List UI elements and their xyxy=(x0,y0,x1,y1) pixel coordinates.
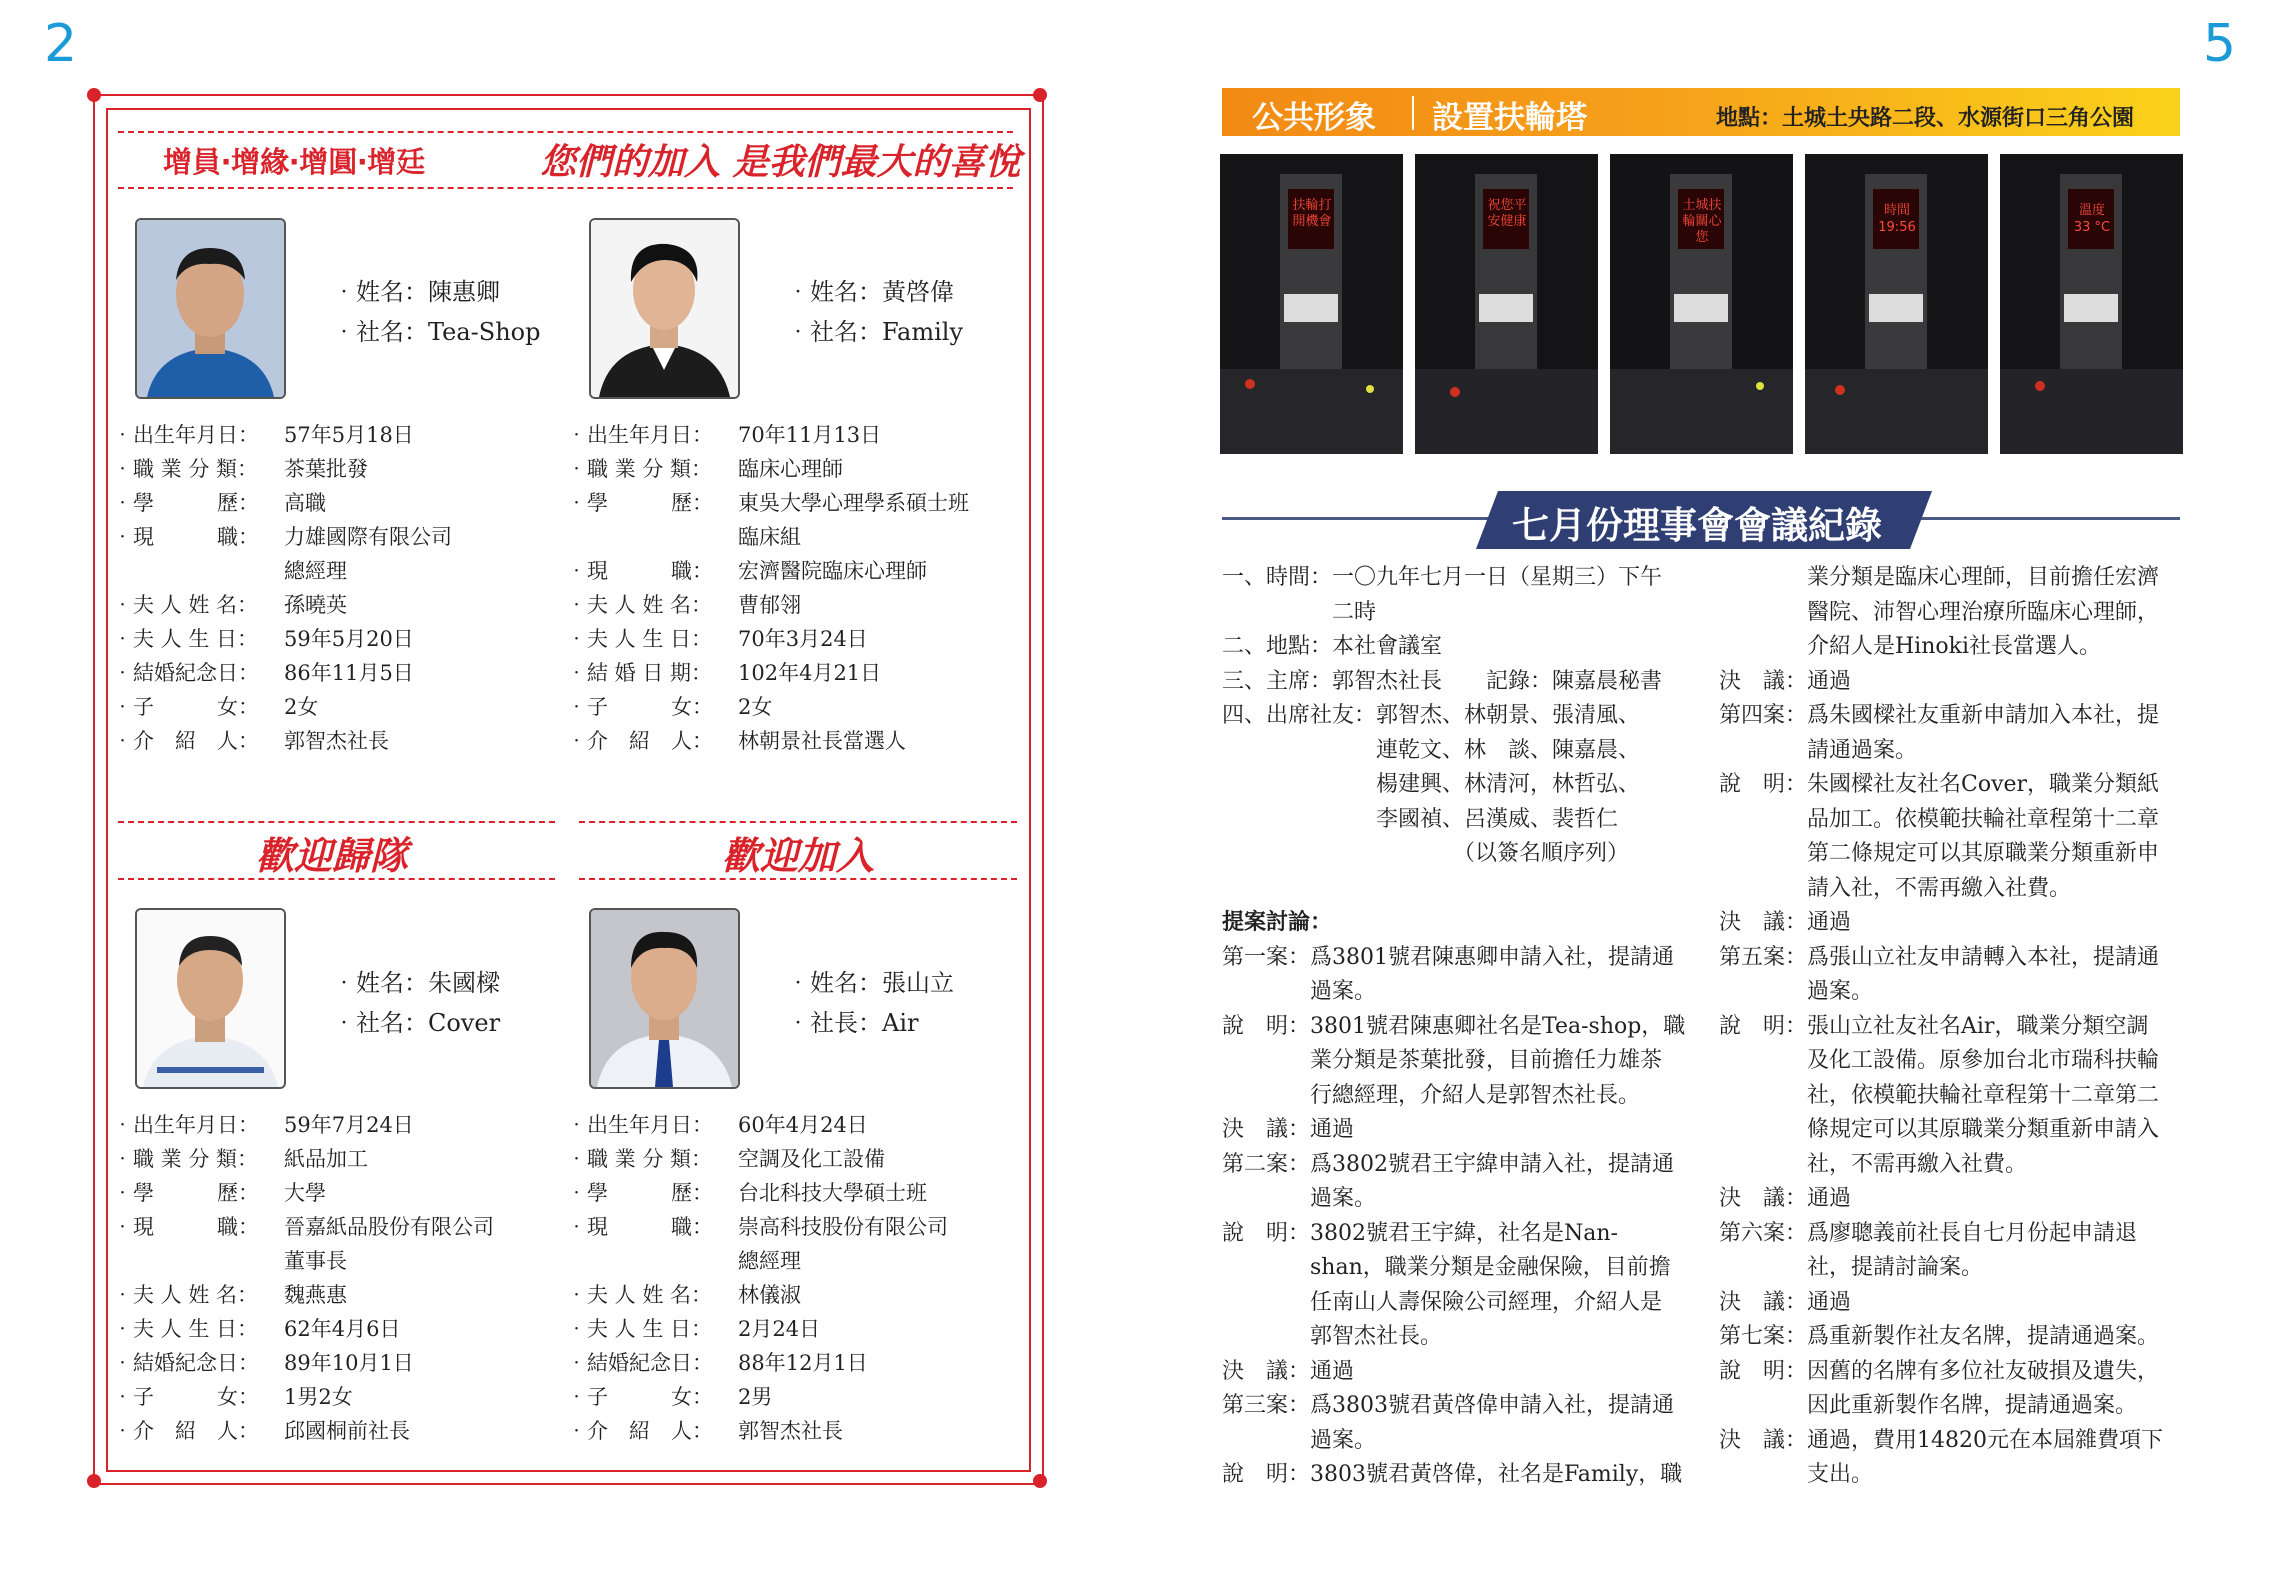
detail-value: 晉嘉紙品股份有限公司 xyxy=(284,1215,494,1239)
detail-value: 臨床組 xyxy=(738,525,801,549)
detail-value: 空調及化工設備 xyxy=(738,1147,885,1171)
detail-value: 2女 xyxy=(284,695,319,719)
minutes-line: 三、主席：郭智杰社長 記錄：陳嘉晨秘書 xyxy=(1222,668,1663,694)
detail-label: ‧夫 人 生 日： xyxy=(112,627,259,651)
minutes-line: 品加工。依模範扶輪社章程第十二章 xyxy=(1719,806,2160,832)
detail-label: ‧學 歷： xyxy=(566,491,713,515)
detail-label: ‧出生年月日： xyxy=(112,423,259,447)
minutes-line: 及化工設備。原參加台北市瑞科扶輪 xyxy=(1719,1048,2160,1073)
detail-value: 高職 xyxy=(284,491,326,515)
member-photo xyxy=(589,218,740,399)
member-detail-row xyxy=(112,656,452,690)
minutes-line: 社，依模範扶輪社章程第十二章第二 xyxy=(1719,1082,2160,1108)
minutes-line: 二、地點：本社會議室 xyxy=(1222,634,1443,659)
member-detail-row xyxy=(566,520,969,554)
member-detail-row xyxy=(112,520,452,554)
member-detail-row xyxy=(112,1108,494,1142)
member-detail-row xyxy=(566,452,969,486)
detail-value: 2月24日 xyxy=(738,1317,821,1341)
minutes-line: 過案。 xyxy=(1719,979,1874,1004)
detail-value: 曹郁翎 xyxy=(738,593,801,617)
minutes-line: 決 議：通過 xyxy=(1719,910,1852,935)
tower-photo xyxy=(1220,154,1403,454)
minutes-line: 第五案：爲張山立社友申請轉入本社，提請通 xyxy=(1719,944,2160,970)
tower-photo xyxy=(2000,154,2183,454)
member-photo xyxy=(135,218,286,399)
member-detail-row xyxy=(566,1176,948,1210)
member-detail-row xyxy=(566,418,969,452)
detail-label: ‧夫 人 生 日： xyxy=(566,1317,713,1341)
minutes-line: 決 議：通過 xyxy=(1222,1358,1355,1384)
minutes-line: 社，提請討論案。 xyxy=(1719,1255,1984,1280)
minutes-line: 說 明：張山立社友社名Air，職業分類空調 xyxy=(1719,1013,2149,1039)
detail-value: 1男2女 xyxy=(284,1385,353,1409)
banner-title: 您們的加入 是我們最大的喜悅 xyxy=(540,142,1021,183)
header-location: 地點：土城土央路二段、水源街口三角公園 xyxy=(1716,106,2135,131)
minutes-line: 第六案：爲廖聰義前社長自七月份起申請退 xyxy=(1719,1220,2138,1246)
detail-label: ‧介 紹 人： xyxy=(112,729,259,753)
minutes-line: 說 明：朱國樑社友社名Cover，職業分類紙 xyxy=(1719,772,2160,797)
detail-label: ‧職 業 分 類： xyxy=(566,457,713,481)
member-club-name: ‧社名：Tea-Shop xyxy=(332,318,541,346)
minutes-line: 過案。 xyxy=(1222,1427,1377,1453)
detail-value: 102年4月21日 xyxy=(738,661,882,685)
minutes-line: 決 議：通過 xyxy=(1719,1289,1852,1315)
member-detail-row xyxy=(112,1244,494,1278)
detail-label: ‧出生年月日： xyxy=(566,1113,713,1137)
member-club-name: ‧社名：Cover xyxy=(332,1009,501,1037)
detail-value: 臨床心理師 xyxy=(738,457,843,481)
minutes-line: 行總經理，介紹人是郭智杰社長。 xyxy=(1222,1082,1641,1108)
tower-sign-text: 祝您平安健康 xyxy=(1487,198,1527,229)
section-dash xyxy=(118,821,555,823)
detail-value: 紙品加工 xyxy=(284,1147,368,1171)
section-welcome-back: 歡迎歸隊 xyxy=(256,834,409,878)
member-detail-row xyxy=(566,486,969,520)
member-detail-row xyxy=(566,1278,948,1312)
minutes-line: 業分類是茶葉批發，目前擔任力雄茶 xyxy=(1222,1048,1663,1073)
member-detail-row xyxy=(566,588,969,622)
minutes-line: 決 議：通過 xyxy=(1719,668,1852,694)
member-detail-row xyxy=(566,690,969,724)
detail-value: 59年5月20日 xyxy=(284,627,414,651)
minutes-line xyxy=(1222,872,1685,907)
minutes-left-column xyxy=(1222,561,1685,1493)
banner-dash-bottom xyxy=(118,187,1013,189)
detail-value: 林儀淑 xyxy=(738,1283,801,1307)
minutes-line: 第七案：爲重新製作社友名牌，提請通過案。 xyxy=(1719,1324,2160,1349)
detail-label: ‧介 紹 人： xyxy=(112,1419,259,1443)
member-detail-row xyxy=(566,622,969,656)
detail-label: ‧出生年月日： xyxy=(566,423,713,447)
member-details xyxy=(566,418,969,758)
tower-sign-text: 溫度 33 °C xyxy=(2073,203,2111,235)
minutes-line: 社，不需再繳入社費。 xyxy=(1719,1151,2028,1177)
detail-label: ‧結婚紀念日： xyxy=(112,1351,259,1375)
detail-label: ‧夫 人 姓 名： xyxy=(112,1283,259,1307)
member-detail-row xyxy=(112,418,452,452)
detail-label: ‧介 紹 人： xyxy=(566,1419,713,1443)
detail-value: 孫曉英 xyxy=(284,593,347,617)
detail-label: ‧學 歷： xyxy=(112,1181,259,1205)
detail-value: 東吳大學心理學系碩士班 xyxy=(738,491,969,515)
detail-label: ‧結婚紀念日： xyxy=(112,661,259,685)
member-details xyxy=(566,1108,948,1448)
minutes-line: 第二條規定可以其原職業分類重新申 xyxy=(1719,841,2160,866)
detail-value: 2女 xyxy=(738,695,773,719)
detail-value: 總經理 xyxy=(284,559,347,583)
detail-value: 茶葉批發 xyxy=(284,457,368,481)
minutes-line: 決 議：通過 xyxy=(1719,1186,1852,1211)
detail-value: 郭智杰社長 xyxy=(284,729,389,753)
member-detail-row xyxy=(566,1244,948,1278)
minutes-line: 決 議：通過，費用14820元在本屆雜費項下 xyxy=(1719,1427,2163,1453)
member-detail-row xyxy=(112,1176,494,1210)
detail-value: 宏濟醫院臨床心理師 xyxy=(738,559,927,583)
minutes-line: 郭智杰社長。 xyxy=(1222,1324,1443,1349)
minutes-line: 介紹人是Hinoki社長當選人。 xyxy=(1719,634,2102,659)
detail-label: ‧夫 人 生 日： xyxy=(566,627,713,651)
tower-photo xyxy=(1610,154,1793,454)
minutes-line: 第三案：爲3803號君黃啓偉申請入社，提請通 xyxy=(1222,1393,1674,1418)
minutes-line: 過案。 xyxy=(1222,1186,1377,1211)
header-category: 公共形象 xyxy=(1252,100,1376,136)
detail-label: ‧現 職： xyxy=(566,1215,713,1239)
member-detail-row xyxy=(566,1108,948,1142)
section-dash xyxy=(579,821,1017,823)
member-name: ‧姓名：朱國樑 xyxy=(332,969,500,997)
minutes-line: 條規定可以其原職業分類重新申請入 xyxy=(1719,1117,2160,1142)
detail-value: 林朝景社長當選人 xyxy=(738,729,906,753)
member-detail-row xyxy=(112,1312,494,1346)
minutes-line: 支出。 xyxy=(1719,1462,1874,1487)
detail-label: ‧職 業 分 類： xyxy=(566,1147,713,1171)
detail-label: ‧學 歷： xyxy=(566,1181,713,1205)
detail-label: ‧夫 人 生 日： xyxy=(112,1317,259,1341)
header-title: 設置扶輪塔 xyxy=(1432,100,1587,136)
detail-label: ‧結婚紀念日： xyxy=(566,1351,713,1375)
member-detail-row xyxy=(112,1346,494,1380)
detail-value: 台北科技大學碩士班 xyxy=(738,1181,927,1205)
detail-value: 88年12月1日 xyxy=(738,1351,868,1375)
member-details xyxy=(112,418,452,758)
member-club-name: ‧社名：Family xyxy=(786,318,963,346)
detail-label xyxy=(112,1244,284,1278)
detail-label: ‧子 女： xyxy=(566,1385,713,1409)
detail-value: 總經理 xyxy=(738,1249,801,1273)
minutes-right-column xyxy=(1719,561,2163,1493)
detail-value: 力雄國際有限公司 xyxy=(284,525,452,549)
member-club-name: ‧社長：Air xyxy=(786,1009,919,1037)
minutes-line: 請通過案。 xyxy=(1719,737,1918,763)
member-detail-row xyxy=(112,486,452,520)
member-detail-row xyxy=(566,656,969,690)
minutes-line: 因此重新製作名牌，提請通過案。 xyxy=(1719,1393,2138,1418)
detail-label xyxy=(566,1244,738,1278)
tower-photo xyxy=(1805,154,1988,454)
detail-value: 59年7月24日 xyxy=(284,1113,414,1137)
detail-label: ‧子 女： xyxy=(112,695,259,719)
minutes-line: 說 明：因舊的名牌有多位社友破損及遺失， xyxy=(1719,1358,2160,1384)
detail-label: ‧介 紹 人： xyxy=(566,729,713,753)
minutes-line: shan，職業分類是金融保險，目前擔 xyxy=(1222,1255,1671,1280)
detail-label xyxy=(112,554,284,588)
member-detail-row xyxy=(112,1414,494,1448)
detail-label: ‧夫 人 姓 名： xyxy=(112,593,259,617)
meeting-title: 七月份理事會會議紀錄 xyxy=(1512,504,1882,547)
member-detail-row xyxy=(112,1210,494,1244)
tower-sign-text: 扶輪打開機會 xyxy=(1292,198,1332,229)
detail-value: 董事長 xyxy=(284,1249,347,1273)
frame-corner-dot xyxy=(87,88,101,102)
detail-label: ‧學 歷： xyxy=(112,491,259,515)
member-name: ‧姓名：黃啓偉 xyxy=(786,278,954,306)
member-detail-row xyxy=(112,452,452,486)
minutes-line: 醫院、沛智心理治療所臨床心理師， xyxy=(1719,599,2160,625)
detail-value: 崇高科技股份有限公司 xyxy=(738,1215,948,1239)
detail-label: ‧現 職： xyxy=(566,559,713,583)
member-detail-row xyxy=(566,1414,948,1448)
detail-value: 57年5月18日 xyxy=(284,423,414,447)
member-detail-row xyxy=(566,1380,948,1414)
detail-label: ‧夫 人 姓 名： xyxy=(566,593,713,617)
member-detail-row xyxy=(112,690,452,724)
detail-value: 70年11月13日 xyxy=(738,423,882,447)
detail-value: 89年10月1日 xyxy=(284,1351,414,1375)
detail-value: 大學 xyxy=(284,1181,326,1205)
member-detail-row xyxy=(112,1380,494,1414)
detail-label xyxy=(566,520,738,554)
member-detail-row xyxy=(566,1210,948,1244)
detail-label: ‧現 職： xyxy=(112,1215,259,1239)
minutes-line: 第一案：爲3801號君陳惠卿申請入社，提請通 xyxy=(1222,944,1674,970)
member-photo xyxy=(135,908,286,1089)
minutes-line: 業分類是臨床心理師，目前擔任宏濟 xyxy=(1719,565,2160,590)
detail-label: ‧子 女： xyxy=(566,695,713,719)
minutes-line: 說 明：3803號君黃啓偉，社名是Family，職 xyxy=(1222,1462,1683,1487)
minutes-line: 過案。 xyxy=(1222,979,1377,1004)
member-detail-row xyxy=(112,724,452,758)
detail-value: 62年4月6日 xyxy=(284,1317,401,1341)
member-detail-row xyxy=(112,554,452,588)
detail-value: 86年11月5日 xyxy=(284,661,414,685)
minutes-line: 請入社，不需再繳入社費。 xyxy=(1719,875,2072,901)
minutes-line: 楊建興、林清河，林哲弘、 xyxy=(1222,772,1641,797)
detail-label: ‧結 婚 日 期： xyxy=(566,661,713,685)
minutes-line: 任南山人壽保險公司經理，介紹人是 xyxy=(1222,1289,1663,1315)
detail-value: 郭智杰社長 xyxy=(738,1419,843,1443)
member-detail-row xyxy=(566,1346,948,1380)
banner-tags: 增員‧增緣‧增圓‧增廷 xyxy=(163,145,426,179)
right-page-number: 5 xyxy=(2203,14,2237,74)
header-divider xyxy=(1412,96,1414,130)
member-name: ‧姓名：陳惠卿 xyxy=(332,278,500,306)
member-detail-row xyxy=(112,1142,494,1176)
banner-dash-top xyxy=(118,131,1013,133)
frame-corner-dot xyxy=(1033,88,1047,102)
member-detail-row xyxy=(566,724,969,758)
tower-photo xyxy=(1415,154,1598,454)
minutes-line: 提案討論： xyxy=(1222,910,1333,935)
minutes-line: 二時 xyxy=(1222,599,1377,625)
member-detail-row xyxy=(112,1278,494,1312)
left-page-number: 2 xyxy=(44,14,78,74)
minutes-line: 第四案：爲朱國樑社友重新申請加入本社，提 xyxy=(1719,703,2160,728)
member-detail-row xyxy=(566,1312,948,1346)
frame-corner-dot xyxy=(87,1474,101,1488)
tower-sign-text: 土城扶輪關心您 xyxy=(1682,198,1722,245)
minutes-line: （以簽名順序列） xyxy=(1222,841,1630,866)
minutes-line: 第二案：爲3802號君王宇緯申請入社，提請通 xyxy=(1222,1151,1674,1177)
section-welcome-join: 歡迎加入 xyxy=(722,834,875,878)
minutes-line: 決 議：通過 xyxy=(1222,1117,1355,1142)
minutes-line: 一、時間：一〇九年七月一日（星期三）下午 xyxy=(1222,565,1663,590)
member-detail-row xyxy=(566,1142,948,1176)
detail-value: 70年3月24日 xyxy=(738,627,868,651)
detail-value: 2男 xyxy=(738,1385,773,1409)
frame-corner-dot xyxy=(1033,1474,1047,1488)
detail-label: ‧夫 人 姓 名： xyxy=(566,1283,713,1307)
member-details xyxy=(112,1108,494,1448)
minutes-line: 說 明：3802號君王宇緯，社名是Nan- xyxy=(1222,1220,1618,1246)
member-detail-row xyxy=(566,554,969,588)
detail-label: ‧出生年月日： xyxy=(112,1113,259,1137)
detail-label: ‧職 業 分 類： xyxy=(112,1147,259,1171)
detail-value: 邱國桐前社長 xyxy=(284,1419,410,1443)
member-detail-row xyxy=(112,588,452,622)
member-photo xyxy=(589,908,740,1089)
detail-value: 魏燕惠 xyxy=(284,1283,347,1307)
minutes-line: 連乾文、林 談、陳嘉晨、 xyxy=(1222,737,1641,763)
tower-sign-text: 時間 19:56 xyxy=(1878,203,1916,235)
detail-value: 60年4月24日 xyxy=(738,1113,868,1137)
detail-label: ‧現 職： xyxy=(112,525,259,549)
minutes-line: 說 明：3801號君陳惠卿社名是Tea-shop，職 xyxy=(1222,1013,1686,1039)
detail-label: ‧子 女： xyxy=(112,1385,259,1409)
member-name: ‧姓名：張山立 xyxy=(786,969,954,997)
member-detail-row xyxy=(112,622,452,656)
minutes-line: 四、出席社友：郭智杰、林朝景、張清風、 xyxy=(1222,703,1641,728)
detail-label: ‧職 業 分 類： xyxy=(112,457,259,481)
minutes-line: 李國禎、呂漢威、裴哲仁 xyxy=(1222,806,1619,832)
